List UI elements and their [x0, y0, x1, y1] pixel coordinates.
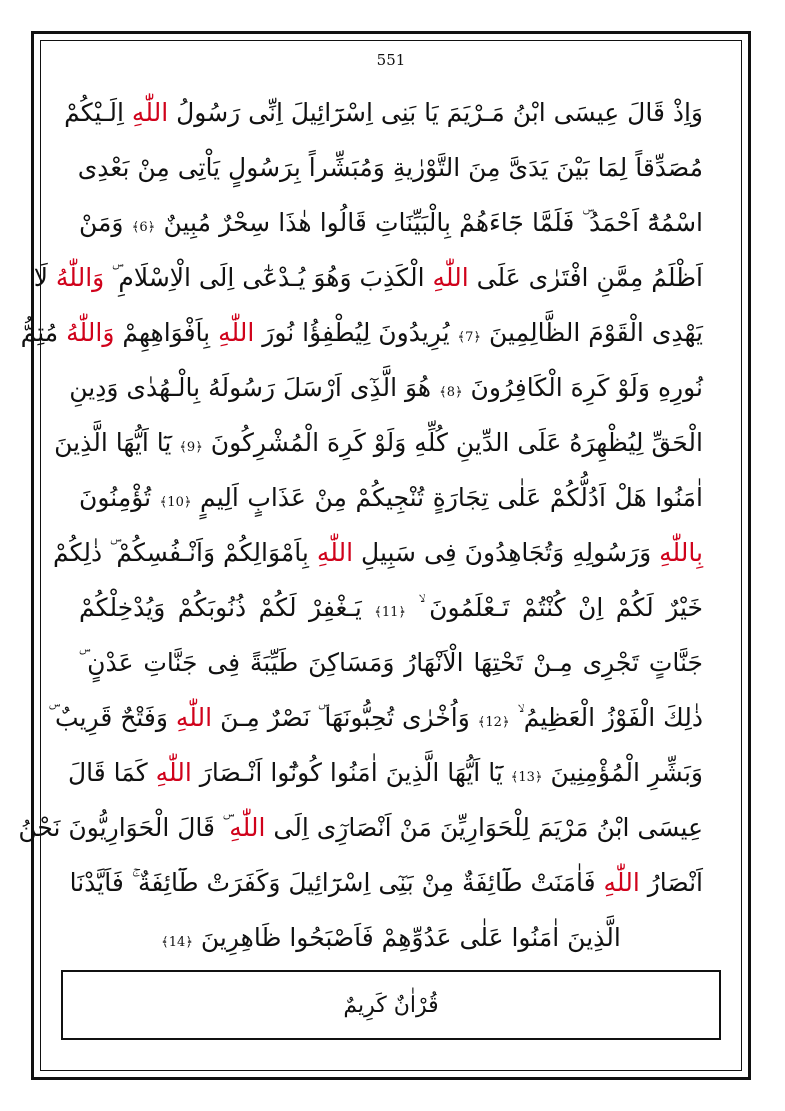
verse-number-marker: ﴿9﴾ — [179, 440, 203, 455]
verse-text: عِيسَى ابْنُ مَرْيَمَ لِلْحَوَارِيِّنَ مَنْ اَنْصَارِٓى اِلَى — [265, 813, 703, 842]
verse-text: وَفَتْحٌ قَرِيبٌ ۜ — [48, 703, 176, 732]
verse-text: يَٓا اَيُّهَا الَّذِينَ اٰمَنُوا كُونُٓوا اَنْـصَارَ — [191, 758, 511, 787]
footer-title: قُرْاٰنٌ كَرِيمٌ — [343, 992, 439, 1018]
verse-line — [79, 470, 703, 525]
verse-number-marker: ﴿13﴾ — [510, 770, 543, 785]
verse-line — [54, 415, 703, 470]
verse-text: وَبَشِّرِ الْمُؤْمِنِينَ — [542, 758, 703, 787]
divine-name: وَاللّٰهُ — [66, 318, 115, 347]
divine-name: اللّٰهِ — [175, 703, 213, 732]
divine-name: اللّٰهِ — [218, 318, 255, 347]
verse-line — [20, 305, 703, 360]
verse-text: وَاِذْ قَالَ عِيسَى ابْنُ مَـرْيَمَ يَا بَنِى اِسْرَٓائِيلَ اِنِّى رَسُولُ — [168, 98, 703, 127]
verse-line — [18, 800, 703, 855]
verse-line — [79, 635, 703, 690]
verse-text: يَـغْفِرْ لَكُمْ ذُنُوبَكُمْ وَيُدْخِلْكُمْ — [79, 593, 375, 622]
verse-text: تُؤْمِنُونَ — [79, 483, 160, 512]
divine-name: اللّٰهِ — [603, 868, 640, 897]
verse-text: مُصَدِّقاً لِمَا بَيْنَ يَدَىَّ مِنَ التَّوْرٰيةِ وَمُبَشِّراً بِرَسُولٍ يَاْتِى مِنْ بَعْدِى — [77, 153, 703, 182]
divine-name: اللّٰهِ — [432, 263, 469, 292]
footer-box — [61, 970, 721, 1040]
divine-name: وَاللّٰهُ — [55, 263, 105, 292]
verse-line — [79, 580, 703, 635]
verse-number-marker: ﴿12﴾ — [477, 715, 510, 730]
verse-text: اِلَـيْكُمْ — [64, 98, 132, 127]
page-border-inner — [18, 40, 742, 1071]
verse-text: نُورِهِ وَلَوْ كَرِهَ الْكَافِرُونَ — [462, 373, 703, 402]
verse-line — [79, 195, 703, 250]
verse-text: وَمَنْ — [79, 208, 132, 237]
verse-text: ۜ قَالَ الْحَوَارِيُّونَ نَحْنُ — [18, 813, 230, 842]
verse-number-marker: ﴿6﴾ — [131, 220, 156, 235]
verse-line — [48, 690, 703, 745]
verse-number-marker: ﴿7﴾ — [457, 330, 482, 345]
verse-line — [67, 745, 703, 800]
divine-name: اللّٰهِ — [229, 813, 266, 842]
verse-number-marker: ﴿14﴾ — [161, 935, 193, 950]
verse-number-marker: ﴿11﴾ — [374, 605, 407, 620]
divine-name: بِاللّٰهِ — [659, 538, 703, 567]
verse-text: كَمَا قَالَ — [67, 758, 156, 787]
page-border-outer — [18, 31, 751, 1080]
quran-text-block — [18, 85, 703, 965]
verse-text: الْكَذِبَ وَهُوَ يُـدْعٰٓى اِلَى الْاِسْلَامِ ۜ — [104, 263, 433, 292]
divine-name: اللّٰهِ — [316, 538, 354, 567]
divine-name: اللّٰهِ — [131, 98, 169, 127]
verse-line — [69, 360, 703, 415]
verse-line — [52, 525, 703, 580]
verse-text: يَٓا اَيُّهَا الَّذِينَ — [54, 428, 180, 457]
page-number: 551 — [376, 51, 406, 69]
verse-text: جَنَّاتٍ تَجْرِى مِـنْ تَحْتِهَا الْاَنْهَارُ وَمَسَاكِنَ طَيِّبَةً فِى جَنَّاتِ عَدْنٍ ۜ — [79, 648, 703, 677]
verse-text: هُوَ الَّذِٓى اَرْسَلَ رَسُولَهُ بِالْـهُدٰى وَدِينِ — [69, 373, 440, 402]
verse-text: الْحَقِّ لِيُظْهِرَهُ عَلَى الدِّينِ كُلِّهِ وَلَوْ كَرِهَ الْمُشْرِكُونَ — [202, 428, 703, 457]
verse-number-marker: ﴿10﴾ — [159, 495, 192, 510]
verse-line — [79, 140, 703, 195]
verse-text: مُتِمُّ — [20, 318, 67, 347]
verse-text: يُرِيدُونَ لِيُطْفِؤُا نُورَ — [254, 318, 458, 347]
verse-text: اسْمُهُٓ اَحْمَدُ ۜ فَلَمَّا جَٓاءَهُمْ بِالْبَيِّنَاتِ قَالُوا هٰذَا سِحْرٌ مُبِينٌ — [155, 208, 703, 237]
verse-text: ذٰلِكَ الْفَوْزُ الْعَظِيمُ ۙ — [509, 703, 703, 732]
verse-line — [69, 855, 703, 910]
divine-name: اللّٰهِ — [155, 758, 192, 787]
verse-number-marker: ﴿8﴾ — [439, 385, 463, 400]
verse-text: يَهْدِى الْقَوْمَ الظَّالِمِينَ — [481, 318, 703, 347]
verse-line — [64, 85, 703, 140]
verse-text: بِاَمْوَالِكُمْ وَاَنْـفُسِكُمْ ۜ ذٰلِكُمْ — [52, 538, 317, 567]
verse-text: الَّذِينَ اٰمَنُوا عَلٰى عَدُوِّهِمْ فَاَصْبَحُوا ظَاهِرِينَ — [192, 923, 621, 952]
verse-text: اَظْلَمُ مِمَّنِ افْتَرٰى عَلَى — [468, 263, 703, 292]
verse-text: اَنْصَارُ — [639, 868, 703, 897]
verse-text: بِاَفْوَاهِهِمْ — [114, 318, 219, 347]
verse-text: وَاُخْرٰى تُحِبُّونَهَا ۜ نَصْرٌ مِـنَ — [212, 703, 478, 732]
verse-text: وَرَسُولِهِ وَتُجَاهِدُونَ فِى سَبِيلِ — [353, 538, 660, 567]
verse-text: خَيْرٌ لَكُمْ اِنْ كُنْتُمْ تَـعْلَمُونَ ۙ — [406, 593, 703, 622]
verse-line — [33, 250, 703, 305]
verse-text: اٰمَنُوا هَلْ اَدُلُّكُمْ عَلٰى تِجَارَةٍ تُنْجِيكُمْ مِنْ عَذَابٍ اَلِيمٍ — [191, 483, 703, 512]
verse-line — [79, 910, 703, 965]
verse-text: فَاٰمَنَتْ طَٓائِفَةٌ مِنْ بَنِٓى اِسْرَٓائِيلَ وَكَفَرَتْ طَٓائِفَةٌ ۚ فَاَيَّدْنَا — [69, 868, 604, 897]
verse-text: لَا — [33, 263, 56, 292]
